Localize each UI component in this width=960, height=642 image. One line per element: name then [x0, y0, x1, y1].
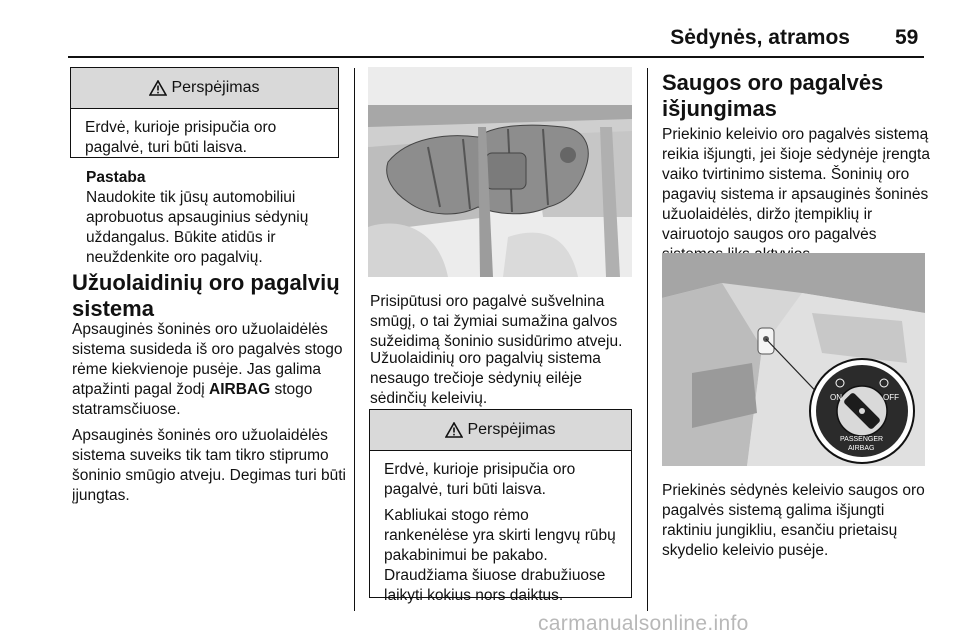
warning-text-1: Erdvė, kurioje prisipučia oro pagalvė, turi būti laisva.: [384, 461, 576, 498]
curtain-para-1: [72, 320, 347, 420]
section-title-curtain-airbag: Užuolaidinių oro pagalvių sistema: [72, 270, 340, 321]
warning-body: [370, 451, 631, 620]
key-switch-illustration: [662, 253, 925, 466]
para1-end: stogo statramsčiuose.: [72, 381, 313, 418]
warning-box-1: [70, 67, 339, 158]
note-label: Pastaba: [86, 169, 146, 186]
illustration-caption: Prisipūtusi oro pagalvė sušvelnina smūgį, o tai žymiai sumažina galvos sužeidimą šoninio susidūrimo atveju.: [370, 293, 623, 350]
switch-on-label: ON: [830, 393, 842, 402]
passenger-airbag-switch-image: [662, 253, 925, 466]
warning-triangle-icon: [149, 80, 167, 96]
header-rule: [68, 56, 924, 58]
warning-header: [370, 410, 631, 451]
key-switch-caption: Priekinės sėdynės keleivio saugos oro pagalvės sistemą galima išjungti raktiniu jungikliu, esančiu prietaisų skydelio keleivio pusėje.: [662, 482, 925, 559]
note-block: [86, 168, 348, 268]
warning-title: Perspėjimas: [171, 79, 260, 96]
switch-passenger-label: PASSENGER: [840, 436, 884, 443]
warning-text-2: Kabliukai stogo rėmo rankenėlėse yra skirti lengvų rūbų pakabinimui be pakabo. Draudžiama šiuose drabužiuose laikyti kokius nors daiktus.: [384, 507, 616, 604]
deactivation-text: Priekinio keleivio oro pagalvės sistemą reikia išjungti, jei šioje sėdynėje įrengta vaiko tvirtinimo sistema. Šoninių oro pagavių sistema ir apsauginės šoninės užuolaidėlės, diržo įtempiklių ir vairuotojo saugos oro pagalvės: [662, 126, 930, 243]
para1-text: Apsauginės šoninės oro užuolaidėlės sistema susideda iš oro pagalvės stogo rėme kiekvienoje pusėje. Jas galima atpažinti pagal žodį: [72, 321, 343, 398]
airbag-label: AIRBAG: [209, 381, 271, 398]
warning-text: Erdvė, kurioje prisipučia oro pagalvė, turi būti laisva.: [85, 119, 277, 156]
warning-title: Perspėjimas: [467, 421, 556, 438]
switch-off-label: OFF: [883, 393, 899, 402]
column-divider-2: [647, 68, 648, 611]
column-divider-1: [354, 68, 355, 611]
page-header-title: Sėdynės, atramos: [670, 26, 850, 49]
warning-body: [71, 109, 338, 172]
third-row-note: Užuolaidinių oro pagalvių sistema nesaugo trečioje sėdynių eilėje sėdinčių keleivių.: [370, 350, 601, 407]
curtain-para-2: Apsauginės šoninės oro užuolaidėlės sistema suveiks tik tam tikro stiprumo šoninio smūgio atveju. Degimas turi būti įjungtas.: [72, 427, 346, 504]
warning-triangle-icon: [445, 422, 463, 438]
watermark: carmanualsonline.info: [538, 612, 749, 635]
warning-box-2: [369, 409, 632, 604]
section-title-airbag-deactivation: Saugos oro pagalvės išjungimas: [662, 70, 884, 121]
curtain-airbag-illustration: [368, 67, 632, 277]
curtain-airbag-text: [72, 320, 347, 506]
car-interior-airbag-image: [368, 67, 632, 277]
switch-airbag-label: AIRBAG: [848, 445, 875, 452]
page-number: 59: [895, 26, 919, 49]
note-text: Naudokite tik jūsų automobiliui aprobuotus apsauginius sėdynių uždangalus. Būkite atidūs ir neuždenkite oro pagalvių.: [86, 189, 309, 266]
warning-header: [71, 68, 338, 109]
